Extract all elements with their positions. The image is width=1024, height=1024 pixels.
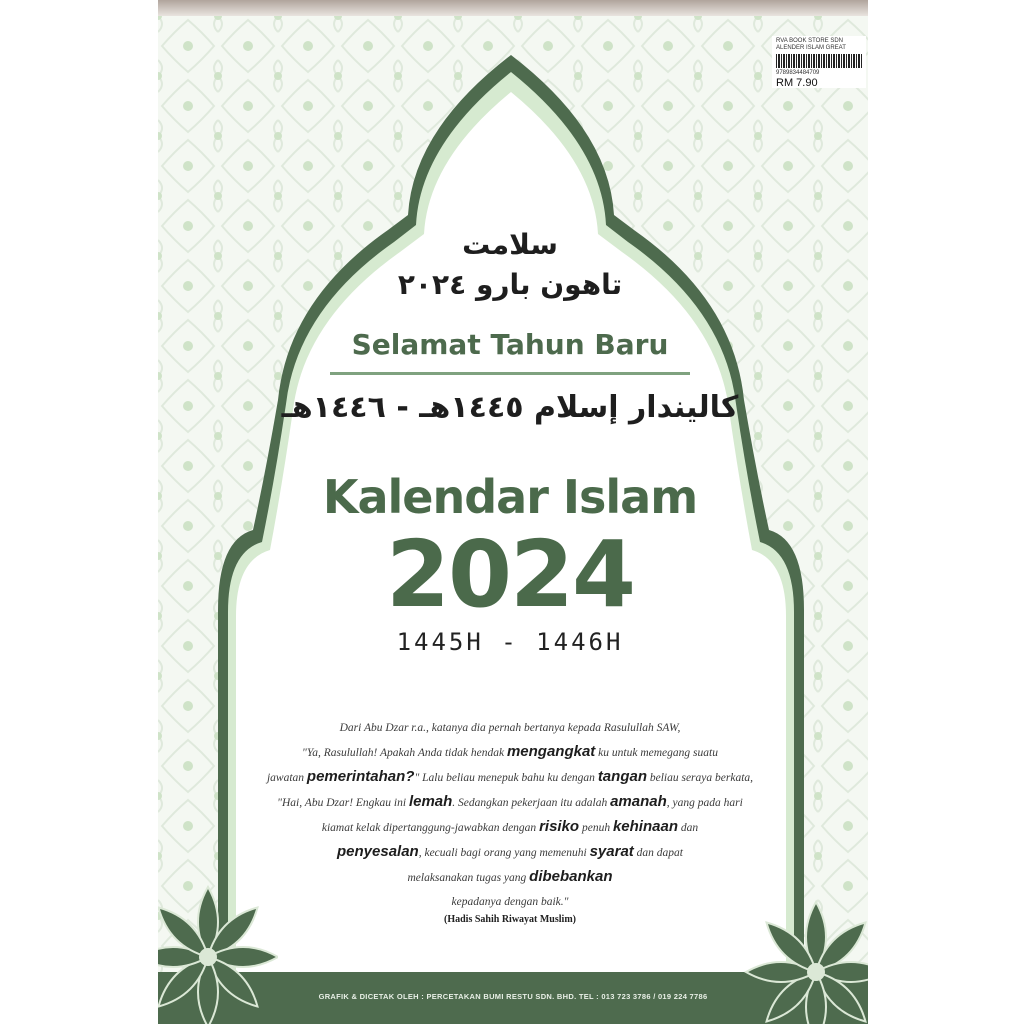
hadith-line: jawatan pemerintahan?" Lalu beliau menepuk bahu ku dengan tangan beliau seraya berkata, — [266, 768, 754, 785]
product-name: ALENDER ISLAM GREAT — [776, 45, 846, 51]
hadith-line: melaksanakan tugas yang dibebankan — [407, 868, 613, 885]
barcode-number: 9789834484709 — [776, 70, 820, 76]
hadith-text — [250, 716, 770, 914]
hijri-years: 1445H - 1446H — [396, 628, 624, 656]
hadith-line: "Hai, Abu Dzar! Engkau ini lemah. Sedangkan pekerjaan itu adalah amanah, yang pada hari — [277, 793, 743, 810]
hadith-line: penyesalan, kecuali bagi orang yang memenuhi syarat dan dapat — [337, 843, 683, 860]
hadith-line: kepadanya dengan baik." — [451, 896, 569, 908]
price-amount: RM 7.90 — [776, 77, 818, 89]
arabic-greeting-line2: تاهون بارو ٢٠٢٤ — [397, 268, 623, 301]
arabic-greeting-line1: سلامت — [462, 228, 558, 261]
hadith-intro: Dari Abu Dzar r.a., katanya dia pernah bertanya kepada Rasulullah SAW, — [339, 722, 681, 734]
divider-line — [330, 372, 690, 375]
arabic-title: کاليندار إسلام ١٤٤٥هـ - ١٤٤٦هـ — [281, 390, 739, 425]
store-name: RVA BOOK STORE SDN — [776, 38, 844, 44]
greeting: Selamat Tahun Baru — [351, 328, 669, 361]
calendar-year: 2024 — [385, 521, 635, 628]
calendar-title: Kalendar Islam — [322, 470, 698, 524]
price-sticker — [772, 36, 866, 88]
hadith-source: (Hadis Sahih Riwayat Muslim) — [444, 914, 576, 925]
hadith-line: "Ya, Rasulullah! Apakah Anda tidak hendak mengangkat ku untuk memegang suatu — [302, 743, 718, 760]
printer-credit: GRAFIK & DICETAK OLEH : PERCETAKAN BUMI RESTU SDN. BHD. TEL : 013 723 3786 / 019 224 7786 — [318, 992, 708, 1001]
hadith-line: kiamat kelak dipertanggung-jawabkan dengan risiko penuh kehinaan dan — [321, 818, 699, 835]
barcode — [776, 54, 862, 68]
